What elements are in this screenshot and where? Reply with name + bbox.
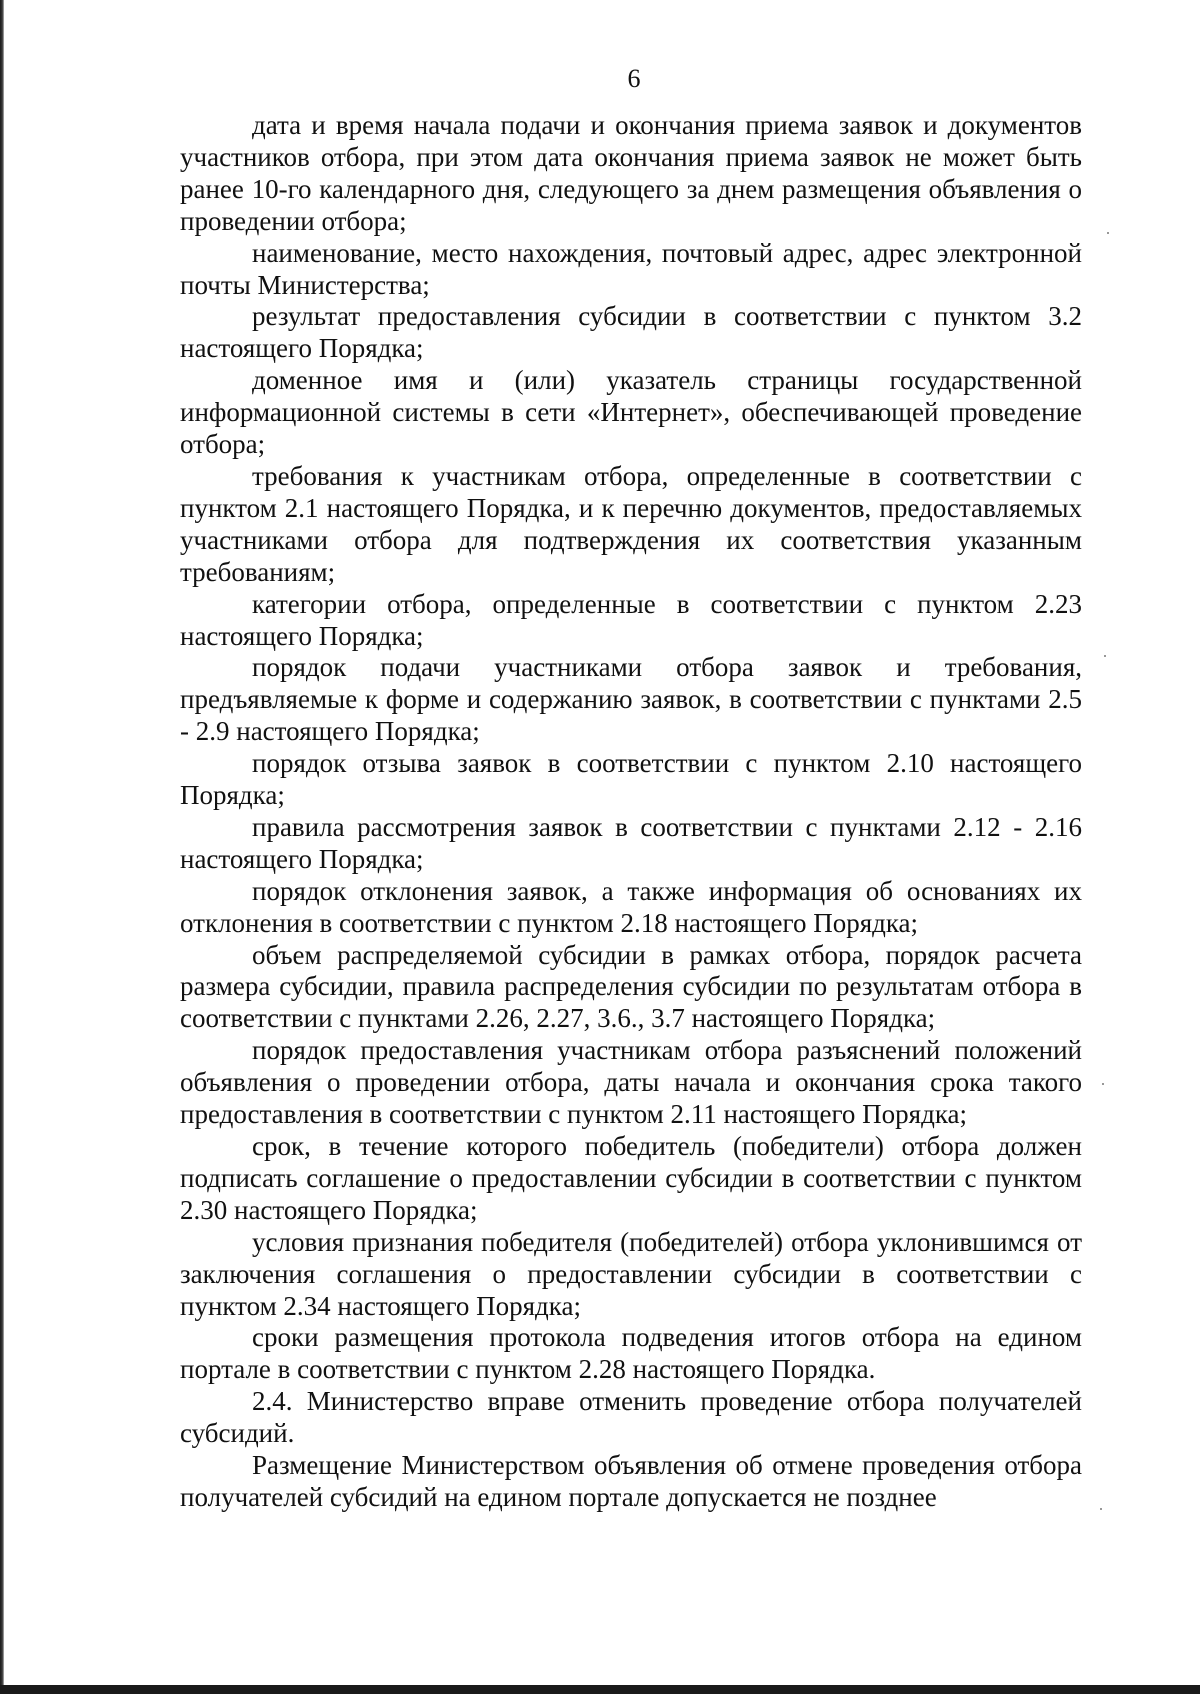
scan-speck: [1104, 655, 1106, 657]
scan-edge-left: [0, 0, 4, 1694]
paragraph: объем распределяемой субсидии в рамках отбора, порядок расчета размера субсидии, правила распределения субсидии по результатам отбора в соответствии с пунктами 2.26, 2.27, 3.6., 3.7 настоящего Порядка;: [180, 939, 1082, 1034]
scan-speck: [1102, 1083, 1104, 1085]
paragraph: порядок подачи участниками отбора заявок и требования, предъявляемые к форме и содержанию заявок, в соответствии с пунктами 2.5 - 2.9 настоящего Порядка;: [180, 652, 1082, 747]
scan-edge-bottom: [0, 1685, 1200, 1694]
paragraph: результат предоставления субсидии в соответствии с пунктом 3.2 настоящего Порядка;: [180, 301, 1082, 364]
paragraph: дата и время начала подачи и окончания приема заявок и документов участников отбора, при этом дата окончания приема заявок не может быть ранее 10-го календарного дня, следующего за днем размещения объявления о проведении отбора;: [180, 110, 1082, 236]
paragraph: правила рассмотрения заявок в соответствии с пунктами 2.12 - 2.16 настоящего Порядка;: [180, 811, 1082, 874]
paragraph: условия признания победителя (победителей) отбора уклонившимся от заключения соглашения о предоставлении субсидии в соответствии с пунктом 2.34 настоящего Порядка;: [180, 1226, 1082, 1321]
paragraph: доменное имя и (или) указатель страницы государственной информационной системы в сети «Интернет», обеспечивающей проведение отбора;: [180, 365, 1082, 460]
page-number: 6: [627, 64, 641, 93]
scan-speck: [1107, 232, 1109, 234]
paragraph: категории отбора, определенные в соответствии с пунктом 2.23 настоящего Порядка;: [180, 588, 1082, 651]
paragraph: сроки размещения протокола подведения итогов отбора на едином портале в соответствии с пунктом 2.28 настоящего Порядка.: [180, 1322, 1082, 1385]
paragraph: наименование, место нахождения, почтовый адрес, адрес электронной почты Министерства;: [180, 237, 1082, 300]
scan-speck: [1100, 1508, 1102, 1510]
paragraph: Размещение Министерством объявления об отмене проведения отбора получателей субсидий на едином портале допускается не позднее: [180, 1450, 1082, 1512]
paragraph: 2.4. Министерство вправе отменить проведение отбора получателей субсидий.: [180, 1386, 1082, 1449]
paragraph: порядок отзыва заявок в соответствии с пунктом 2.10 настоящего Порядка;: [180, 748, 1082, 811]
body-text: [180, 110, 1082, 1514]
paragraph: требования к участникам отбора, определенные в соответствии с пунктом 2.1 настоящего Порядка, и к перечню документов, предоставляемых участниками отбора для подтверждения их соответствия указанным требованиям;: [180, 460, 1082, 587]
paragraph: порядок отклонения заявок, а также информация об основаниях их отклонения в соответствии с пунктом 2.18 настоящего Порядка;: [180, 875, 1082, 938]
paragraph: срок, в течение которого победитель (победители) отбора должен подписать соглашение о предоставлении субсидии в соответствии с пунктом 2.30 настоящего Порядка;: [180, 1131, 1082, 1225]
paragraph: порядок предоставления участникам отбора разъяснений положений объявления о проведении отбора, даты начала и окончания срока такого предоставления в соответствии с пунктом 2.11 настоящего Порядка;: [180, 1035, 1082, 1130]
